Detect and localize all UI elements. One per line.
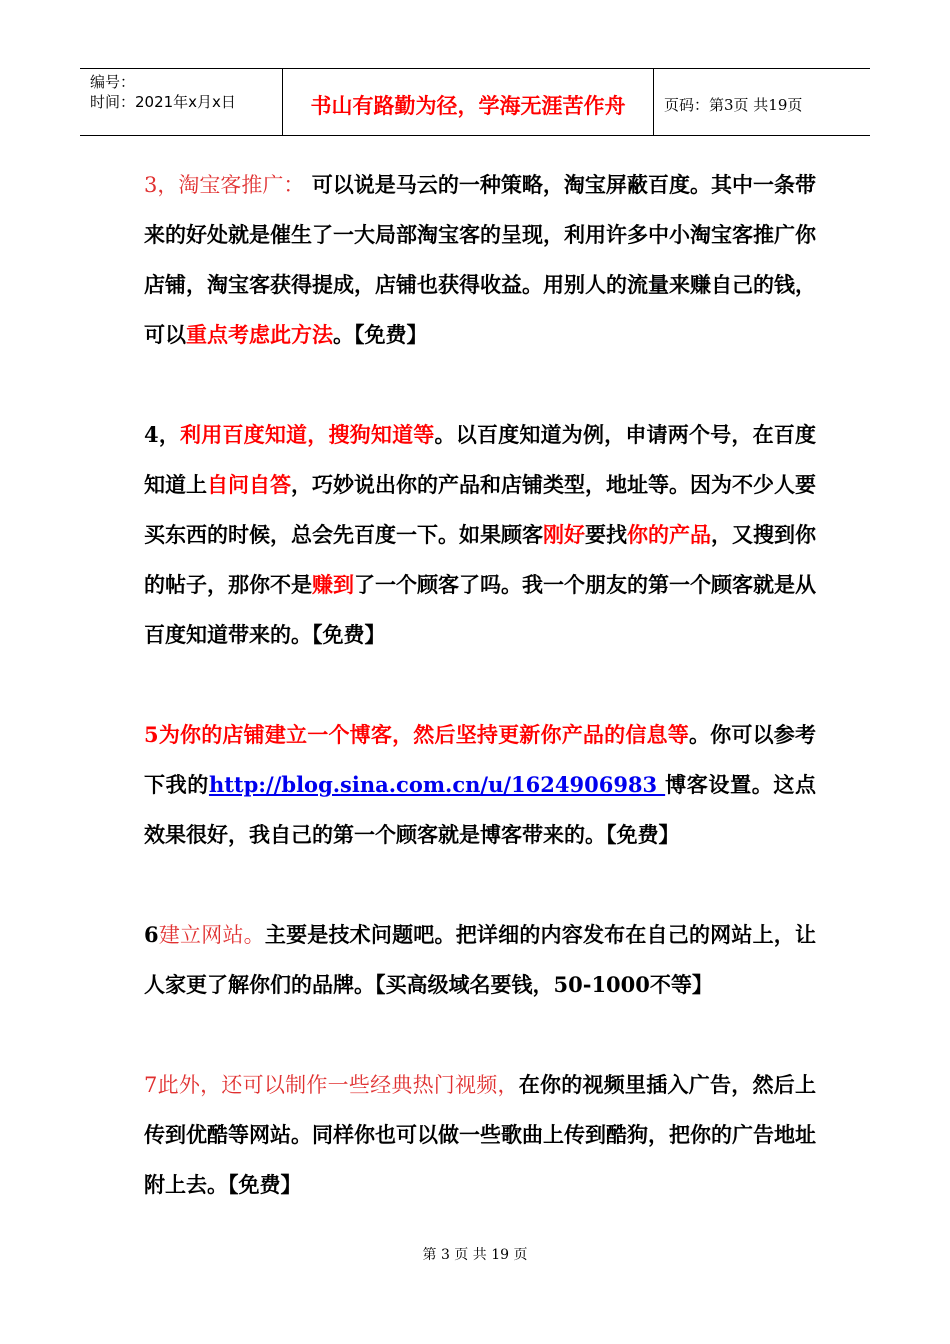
page-footer: 第 3 页 共 19 页: [422, 1247, 528, 1263]
paragraph-5-lead: 5为你的店铺建立一个博客，然后坚持更新你产品的信息等: [144, 722, 689, 747]
paragraph-3-lead: 3，淘宝客推广：: [144, 173, 305, 197]
paragraph-4-highlight-4: 赚到: [312, 572, 354, 597]
paragraph-5-body-2: 博客设置。这点效果很好，我自己的第一个顾客就是博客带来的。【免费】: [144, 772, 817, 847]
header-motto: 书山有路勤为径，学海无涯苦作舟: [282, 69, 654, 135]
document-body: [144, 160, 816, 1260]
paragraph-4-body-3: 要找: [585, 522, 627, 547]
paragraph-7-body: 在你的视频里插入广告，然后上传到优酷等网站。同样你也可以做一些歌曲上传到酷狗，把你的广告地址附上去。【免费】: [144, 1072, 816, 1197]
paragraph-3-highlight: 重点考虑此方法: [186, 322, 333, 347]
paragraph-7: [144, 1060, 816, 1210]
paragraph-4-number: 4，: [144, 422, 181, 447]
paragraph-4-body-4: ，又搜到你的帖子，那你不是: [144, 522, 816, 597]
paragraph-3-tail: 。【免费】: [333, 322, 428, 347]
paragraph-4-highlight-1: 自问自答: [207, 472, 291, 497]
paragraph-6-tail: 不等】: [649, 972, 713, 997]
header-meta: [80, 69, 282, 135]
paragraph-3: [144, 160, 816, 360]
paragraph-4-body-1: 。以百度知道为例，申请两个号，在百度知道上: [144, 422, 816, 497]
paragraph-7-lead: 7此外，还可以制作一些经典热门视频，: [144, 1073, 519, 1097]
paragraph-3-body: 可以说是马云的一种策略，淘宝屏蔽百度。其中一条带来的好处就是催生了一大局部淘宝客的呈现，利用许多中小淘宝客推广你店铺，淘宝客获得提成，店铺也获得收益。用别人的流量来赚自己的钱，可以: [144, 172, 816, 347]
paragraph-6-number: 6: [144, 922, 159, 947]
document-number: 编号：: [90, 73, 136, 91]
paragraph-6-lead: 建立网站。: [158, 923, 265, 947]
paragraph-4-highlight-2: 刚好: [543, 522, 585, 547]
paragraph-6-body: 主要是技术问题吧。把详细的内容发布在自己的网站上，让人家更了解你们的品牌。【买高级域名要钱，: [144, 922, 816, 997]
paragraph-4-body-2: ，巧妙说出你的产品和店铺类型，地址等。因为不少人要买东西的时候，总会先百度一下。如果顾客: [144, 472, 816, 547]
paragraph-5-body-1: 。你可以参考下我的: [144, 722, 816, 797]
paragraph-4-highlight-3: 你的产品: [627, 522, 711, 547]
blog-link[interactable]: http://blog.sina.com.cn/u/1624906983: [208, 772, 666, 797]
document-header: [80, 68, 870, 136]
paragraph-4-lead: 利用百度知道，搜狗知道等: [180, 422, 435, 447]
paragraph-4: [144, 410, 816, 660]
document-date: 时间：2021年x月x日: [90, 93, 236, 111]
header-page-info: 页码：第3页 共19页: [664, 95, 803, 114]
paragraph-4-body-5: 了一个顾客了吗。我一个朋友的第一个顾客就是从百度知道带来的。【免费】: [144, 572, 816, 647]
paragraph-6: [144, 910, 816, 1010]
paragraph-5: [144, 710, 816, 860]
paragraph-6-range: 50-1000: [553, 972, 650, 997]
